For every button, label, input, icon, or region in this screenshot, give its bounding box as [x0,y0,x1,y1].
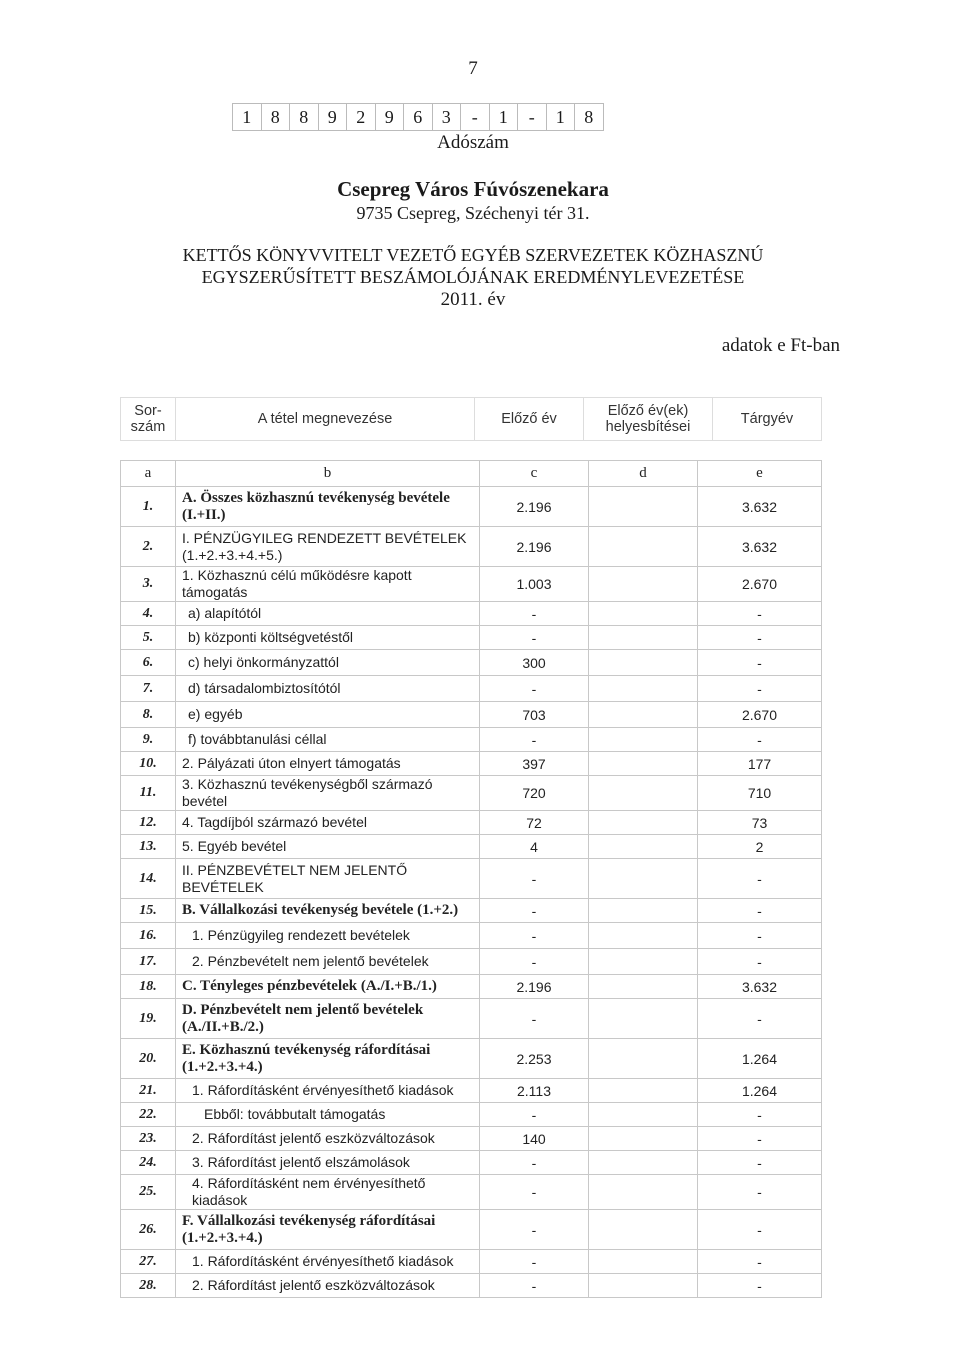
correction-value [589,975,698,999]
tax-digit-box: - [517,103,547,131]
current-year-value: 2.670 [698,702,822,728]
row-label: E. Közhasznú tevékenység ráfordításai (1.+2.+3.+4.) [176,1039,480,1079]
row-number: 5. [121,626,176,650]
previous-year-value: 720 [480,776,589,811]
row-number: 14. [121,859,176,899]
correction-value [589,527,698,567]
table-row [121,702,822,728]
row-label: a) alapítótól [176,602,480,626]
row-number: 4. [121,602,176,626]
row-label: 3. Közhasznú tevékenységből származó bevétel [176,776,480,811]
tax-digit-box: 9 [375,103,405,131]
row-number: 2. [121,527,176,567]
row-label: c) helyi önkormányzattól [176,650,480,676]
row-label: D. Pénzbevételt nem jelentő bevételek (A./II.+B./2.) [176,999,480,1039]
row-number: 22. [121,1103,176,1127]
previous-year-value: - [480,923,589,949]
row-number: 7. [121,676,176,702]
row-number: 28. [121,1274,176,1298]
previous-year-value: - [480,899,589,923]
table-row [121,676,822,702]
correction-value [589,1079,698,1103]
table-row [121,1250,822,1274]
table-row [121,626,822,650]
table-row [121,1079,822,1103]
page-number: 7 [468,58,478,79]
row-label: A. Összes közhasznú tevékenység bevétele (I.+II.) [176,487,480,527]
row-number: 3. [121,567,176,602]
correction-value [589,676,698,702]
row-label: d) társadalombiztosítótól [176,676,480,702]
report-year: 2011. év [440,289,506,310]
row-number: 11. [121,776,176,811]
col-letter-e: e [698,461,822,487]
correction-value [589,1210,698,1250]
table-row [121,1103,822,1127]
report-title-line1: KETTŐS KÖNYVVITELT VEZETŐ EGYÉB SZERVEZETEK KÖZHASZNÚ [182,245,764,265]
current-year-value: 710 [698,776,822,811]
previous-year-value: 4 [480,835,589,859]
income-statement-table [120,460,822,1298]
row-number: 15. [121,899,176,923]
row-label: B. Vállalkozási tevékenység bevétele (1.+2.) [176,899,480,923]
table-row [121,949,822,975]
correction-value [589,567,698,602]
report-title-line2: EGYSZERŰSÍTETT BESZÁMOLÓJÁNAK EREDMÉNYLEVEZETÉSE [201,267,745,287]
row-label: Ebből: továbbutalt támogatás [176,1103,480,1127]
row-number: 27. [121,1250,176,1274]
row-label: 1. Ráfordításként érvényesíthető kiadások [176,1250,480,1274]
correction-value [589,811,698,835]
previous-year-value: - [480,1274,589,1298]
row-number: 10. [121,752,176,776]
tax-digit-box: 1 [546,103,576,131]
row-label: 2. Pályázati úton elnyert támogatás [176,752,480,776]
table-row [121,602,822,626]
current-year-value: - [698,1127,822,1151]
previous-year-value: 1.003 [480,567,589,602]
correction-value [589,752,698,776]
row-number: 24. [121,1151,176,1175]
row-number: 20. [121,1039,176,1079]
table-row [121,835,822,859]
row-label: 3. Ráfordítást jelentő elszámolások [176,1151,480,1175]
row-label: 2. Pénzbevételt nem jelentő bevételek [176,949,480,975]
current-year-value: - [698,728,822,752]
current-year-value: 1.264 [698,1079,822,1103]
table-row [121,975,822,999]
current-year-value: - [698,999,822,1039]
previous-year-value: - [480,1210,589,1250]
table-row [121,567,822,602]
previous-year-value: - [480,859,589,899]
previous-year-value: - [480,602,589,626]
header-item-name: A tétel megnevezése [176,398,475,441]
previous-year-value: - [480,676,589,702]
tax-digit-box: - [460,103,490,131]
previous-year-value: 72 [480,811,589,835]
correction-value [589,835,698,859]
row-label: 4. Tagdíjból származó bevétel [176,811,480,835]
row-number: 19. [121,999,176,1039]
current-year-value: - [698,602,822,626]
current-year-value: 1.264 [698,1039,822,1079]
correction-value [589,650,698,676]
table-row [121,728,822,752]
row-number: 13. [121,835,176,859]
column-letters-row [121,461,822,487]
tax-digit-box: 3 [432,103,462,131]
current-year-value: - [698,1175,822,1210]
header-serial: Sor- szám [121,398,176,441]
row-number: 8. [121,702,176,728]
current-year-value: - [698,923,822,949]
table-row [121,859,822,899]
tax-digit-box: 1 [232,103,262,131]
row-number: 21. [121,1079,176,1103]
row-label: 1. Pénzügyileg rendezett bevételek [176,923,480,949]
table-row [121,527,822,567]
current-year-value: 2.670 [698,567,822,602]
tax-digit-box: 8 [261,103,291,131]
current-year-value: 3.632 [698,975,822,999]
current-year-value: 2 [698,835,822,859]
col-letter-d: d [589,461,698,487]
correction-value [589,859,698,899]
table-row [121,1151,822,1175]
previous-year-value: - [480,1151,589,1175]
previous-year-value: - [480,999,589,1039]
current-year-value: - [698,1103,822,1127]
row-label: e) egyéb [176,702,480,728]
current-year-value: 177 [698,752,822,776]
correction-value [589,1274,698,1298]
row-number: 9. [121,728,176,752]
row-label: 2. Ráfordítást jelentő eszközváltozások [176,1274,480,1298]
current-year-value: - [698,1274,822,1298]
row-number: 17. [121,949,176,975]
units-label: adatok e Ft-ban [721,335,840,356]
correction-value [589,487,698,527]
previous-year-value: 703 [480,702,589,728]
header-corrections: Előző év(ek) helyesbítései [584,398,713,441]
previous-year-value: - [480,728,589,752]
current-year-value: 3.632 [698,527,822,567]
correction-value [589,899,698,923]
current-year-value: - [698,626,822,650]
header-previous-year: Előző év [475,398,584,441]
current-year-value: 73 [698,811,822,835]
correction-value [589,602,698,626]
row-number: 1. [121,487,176,527]
tax-number-label: Adószám [437,132,509,153]
current-year-value: 3.632 [698,487,822,527]
correction-value [589,1175,698,1210]
current-year-value: - [698,1250,822,1274]
row-label: 1. Ráfordításként érvényesíthető kiadások [176,1079,480,1103]
table-row [121,1274,822,1298]
row-label: f) továbbtanulási céllal [176,728,480,752]
row-number: 16. [121,923,176,949]
previous-year-value: - [480,626,589,650]
row-label: II. PÉNZBEVÉTELT NEM JELENTŐ BEVÉTELEK [176,859,480,899]
correction-value [589,626,698,650]
correction-value [589,999,698,1039]
row-label: C. Tényleges pénzbevételek (A./I.+B./1.) [176,975,480,999]
current-year-value: - [698,1210,822,1250]
previous-year-value: - [480,1103,589,1127]
table-row [121,1039,822,1079]
row-label: I. PÉNZÜGYILEG RENDEZETT BEVÉTELEK (1.+2.+3.+4.+5.) [176,527,480,567]
previous-year-value: 140 [480,1127,589,1151]
table-row [121,650,822,676]
previous-year-value: 300 [480,650,589,676]
table-row [121,1175,822,1210]
current-year-value: - [698,859,822,899]
previous-year-value: 2.196 [480,975,589,999]
current-year-value: - [698,650,822,676]
tax-digit-box: 2 [346,103,376,131]
table-row [121,999,822,1039]
previous-year-value: - [480,1250,589,1274]
current-year-value: - [698,899,822,923]
row-number: 12. [121,811,176,835]
current-year-value: - [698,676,822,702]
row-number: 26. [121,1210,176,1250]
row-label: 1. Közhasznú célú működésre kapott támogatás [176,567,480,602]
row-label: 4. Ráfordításként nem érvényesíthető kiadások [176,1175,480,1210]
organization-name: Csepreg Város Fúvószenekara [337,177,609,201]
tax-digit-box: 6 [403,103,433,131]
col-letter-b: b [176,461,480,487]
organization-address: 9735 Csepreg, Széchenyi tér 31. [356,203,590,223]
table-row [121,752,822,776]
correction-value [589,1039,698,1079]
row-number: 25. [121,1175,176,1210]
table-row [121,776,822,811]
correction-value [589,702,698,728]
col-letter-a: a [121,461,176,487]
correction-value [589,949,698,975]
row-number: 23. [121,1127,176,1151]
table-row [121,1127,822,1151]
correction-value [589,776,698,811]
current-year-value: - [698,1151,822,1175]
table-row [121,899,822,923]
previous-year-value: - [480,949,589,975]
row-label: b) központi költségvetéstől [176,626,480,650]
row-label: F. Vállalkozási tevékenység ráfordításai (1.+2.+3.+4.) [176,1210,480,1250]
row-number: 18. [121,975,176,999]
col-letter-c: c [480,461,589,487]
tax-digit-box: 8 [289,103,319,131]
row-label: 5. Egyéb bevétel [176,835,480,859]
correction-value [589,1127,698,1151]
row-label: 2. Ráfordítást jelentő eszközváltozások [176,1127,480,1151]
previous-year-value: 2.196 [480,487,589,527]
tax-digit-box: 9 [318,103,348,131]
previous-year-value: 397 [480,752,589,776]
current-year-value: - [698,949,822,975]
table-row [121,923,822,949]
correction-value [589,923,698,949]
header-table [120,397,822,441]
correction-value [589,1250,698,1274]
correction-value [589,1151,698,1175]
previous-year-value: 2.253 [480,1039,589,1079]
previous-year-value: 2.113 [480,1079,589,1103]
previous-year-value: 2.196 [480,527,589,567]
table-row [121,811,822,835]
correction-value [589,1103,698,1127]
row-number: 6. [121,650,176,676]
table-row [121,1210,822,1250]
table-row [121,487,822,527]
tax-digit-box: 8 [574,103,604,131]
correction-value [589,728,698,752]
previous-year-value: - [480,1175,589,1210]
header-current-year: Tárgyév [713,398,822,441]
tax-number-boxes [232,103,603,131]
tax-digit-box: 1 [489,103,519,131]
